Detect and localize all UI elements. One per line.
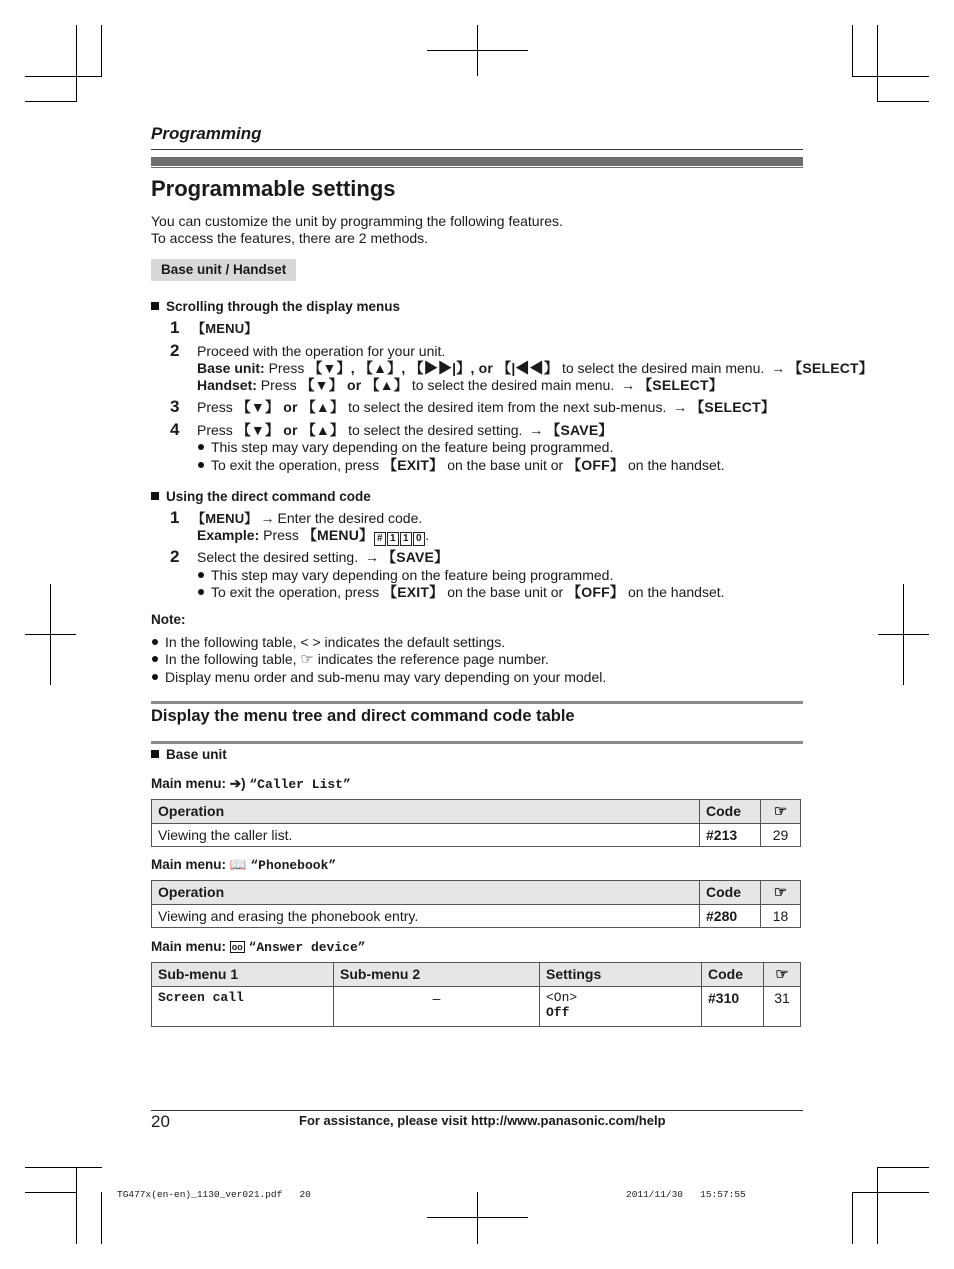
- crop-mark: [101, 25, 102, 77]
- column-header: Operation: [152, 881, 700, 905]
- page-cell: 29: [761, 824, 801, 847]
- bullet-icon: [198, 462, 204, 468]
- column-header: Code: [700, 881, 761, 905]
- code-cell: #213: [700, 824, 761, 847]
- page-cell: 31: [764, 987, 801, 1027]
- title-bar: [151, 157, 803, 166]
- sub-menu-1-cell: Screen call: [152, 987, 334, 1027]
- arrow-right-icon: →: [621, 377, 636, 393]
- code-cell: #280: [700, 905, 761, 928]
- column-header: Settings: [540, 963, 702, 987]
- bullet-icon: [152, 674, 158, 680]
- pointing-hand-icon: ☞: [773, 884, 788, 901]
- table-row: [152, 824, 801, 847]
- pointing-hand-icon: ☞: [773, 803, 788, 820]
- crop-mark: [877, 101, 929, 102]
- crop-mark: [877, 25, 878, 102]
- digit-key-icon: 1: [387, 532, 399, 546]
- phonebook-table: [151, 880, 801, 928]
- intro-line-2: To access the features, there are 2 methods.: [151, 230, 429, 246]
- direct-step2-line: Select the desired setting. → 【SAVE】: [197, 549, 449, 565]
- print-info-date: 2011/11/30 15:57:55: [626, 1189, 746, 1200]
- scroll-heading: Scrolling through the display menus: [151, 299, 400, 314]
- arrow-right-icon: →: [365, 549, 379, 565]
- main-menu-phonebook: Main menu: 📖 “Phonebook”: [151, 857, 337, 873]
- direct-example-line: Example: Press 【MENU】 # 1 1 0 .: [197, 527, 430, 544]
- step-number: 1: [170, 508, 180, 527]
- direct-step1-line: 【MENU】 → Enter the desired code.: [192, 510, 423, 526]
- step-number: 2: [170, 547, 180, 566]
- step4-bullet-2: To exit the operation, press 【EXIT】 on the base unit or 【OFF】 on the handset.: [198, 457, 725, 474]
- crop-mark: [878, 634, 929, 635]
- crop-mark: [101, 1192, 102, 1244]
- digit-key-icon: 1: [400, 532, 412, 546]
- subsection-title: Display the menu tree and direct command code table: [151, 707, 575, 725]
- bullet-icon: [198, 572, 204, 578]
- page-number: 20: [151, 1112, 170, 1131]
- header-rule: [151, 149, 803, 150]
- step2-text: Proceed with the operation for your unit.: [197, 343, 446, 359]
- direct-heading: Using the direct command code: [151, 489, 371, 504]
- subsection-rule-bottom: [151, 741, 803, 744]
- square-bullet-icon: [151, 750, 159, 758]
- crop-mark: [852, 76, 929, 77]
- step-number: 3: [170, 397, 180, 416]
- phonebook-icon: 📖: [229, 857, 247, 872]
- crop-mark: [427, 50, 528, 51]
- note-item: In the following table, < > indicates the default settings.: [152, 634, 505, 651]
- note-item: Display menu order and sub-menu may vary depending on your model.: [152, 669, 606, 686]
- direct-bullet-1: This step may vary depending on the feature being programmed.: [198, 567, 613, 584]
- page-cell: 18: [761, 905, 801, 928]
- hash-key-icon: #: [374, 532, 386, 546]
- intro-line-1: You can customize the unit by programming the following features.: [151, 213, 563, 229]
- crop-mark: [477, 1192, 478, 1244]
- step3-line: Press 【▼】 or 【▲】 to select the desired item from the next sub-menus. → 【SELECT】: [197, 399, 776, 415]
- operation-cell: Viewing and erasing the phonebook entry.: [152, 905, 700, 928]
- main-menu-answer-device: Main menu: oo “Answer device”: [151, 939, 366, 955]
- pointing-hand-icon: ☞: [775, 966, 789, 983]
- direct-bullet-2: To exit the operation, press 【EXIT】 on the base unit or 【OFF】 on the handset.: [198, 584, 725, 601]
- note-item: In the following table, ☞ indicates the reference page number.: [152, 651, 549, 668]
- crop-mark: [852, 1192, 853, 1244]
- menu-key: 【MENU】: [192, 321, 258, 336]
- column-header: [764, 963, 801, 987]
- code-cell: #310: [702, 987, 764, 1027]
- crop-mark: [76, 25, 77, 102]
- method-tag: Base unit / Handset: [151, 259, 296, 281]
- settings-cell: <On> Off: [540, 987, 702, 1027]
- square-bullet-icon: [151, 302, 159, 310]
- arrow-right-icon: →: [771, 360, 786, 376]
- table-header-row: [152, 963, 801, 987]
- step4-bullet-1: This step may vary depending on the feature being programmed.: [198, 439, 613, 456]
- print-info-file: TG477x(en-en)_1130_ver021.pdf 20: [117, 1189, 311, 1200]
- crop-mark: [25, 634, 76, 635]
- column-header: [761, 800, 801, 824]
- arrow-right-icon: →: [673, 399, 688, 415]
- crop-mark: [25, 76, 101, 77]
- column-header: Sub-menu 2: [334, 963, 540, 987]
- crop-mark: [76, 1167, 77, 1244]
- pointing-hand-icon: ☞: [300, 651, 314, 668]
- sub-menu-2-cell: –: [334, 987, 540, 1027]
- column-header: Code: [702, 963, 764, 987]
- column-header: Sub-menu 1: [152, 963, 334, 987]
- crop-mark: [25, 1167, 102, 1168]
- bullet-icon: [198, 589, 204, 595]
- answer-device-table: [151, 962, 801, 1027]
- step-number: 4: [170, 420, 180, 439]
- column-header: Code: [700, 800, 761, 824]
- digit-key-icon: 0: [413, 532, 425, 546]
- arrow-right-icon: →: [529, 422, 544, 438]
- caller-list-table: [151, 799, 801, 847]
- step4-line: Press 【▼】 or 【▲】 to select the desired setting. → 【SAVE】: [197, 422, 613, 438]
- crop-mark: [25, 1192, 77, 1193]
- column-header: Operation: [152, 800, 700, 824]
- crop-mark: [427, 1217, 528, 1218]
- step2-handset-line: Handset: Press 【▼】 or 【▲】 to select the desired main menu. → 【SELECT】: [197, 377, 723, 393]
- step2-base-line: Base unit: Press 【▼】, 【▲】, 【▶▶|】, or 【|◀◀】 to select the desired main menu. → 【SELECT】: [197, 360, 873, 376]
- section-label: Programming: [151, 124, 262, 143]
- assistance-text: For assistance, please visit http://www.panasonic.com/help: [299, 1113, 666, 1128]
- crop-mark: [852, 1192, 929, 1193]
- table-header-row: [152, 881, 801, 905]
- table-header-row: [152, 800, 801, 824]
- crop-mark: [877, 1167, 878, 1244]
- square-bullet-icon: [151, 492, 159, 500]
- bullet-icon: [198, 444, 204, 450]
- title-bar-line: [151, 167, 803, 168]
- crop-mark: [25, 101, 77, 102]
- table-row: [152, 987, 801, 1027]
- note-label: Note:: [151, 612, 186, 627]
- crop-mark: [877, 1167, 929, 1168]
- page-title: Programmable settings: [151, 176, 396, 201]
- main-menu-caller-list: Main menu: ➔) “Caller List”: [151, 776, 351, 792]
- caller-list-icon: ➔): [229, 776, 246, 791]
- bullet-icon: [152, 656, 158, 662]
- operation-cell: Viewing the caller list.: [152, 824, 700, 847]
- crop-mark: [852, 25, 853, 77]
- table-row: [152, 905, 801, 928]
- base-unit-heading: Base unit: [151, 747, 227, 762]
- step-number: 1: [170, 318, 180, 337]
- column-header: [761, 881, 801, 905]
- bullet-icon: [152, 639, 158, 645]
- footer-rule: [151, 1110, 803, 1111]
- step-number: 2: [170, 341, 180, 360]
- answering-machine-icon: oo: [231, 942, 243, 952]
- subsection-rule-top: [151, 701, 803, 704]
- arrow-right-icon: →: [260, 510, 275, 526]
